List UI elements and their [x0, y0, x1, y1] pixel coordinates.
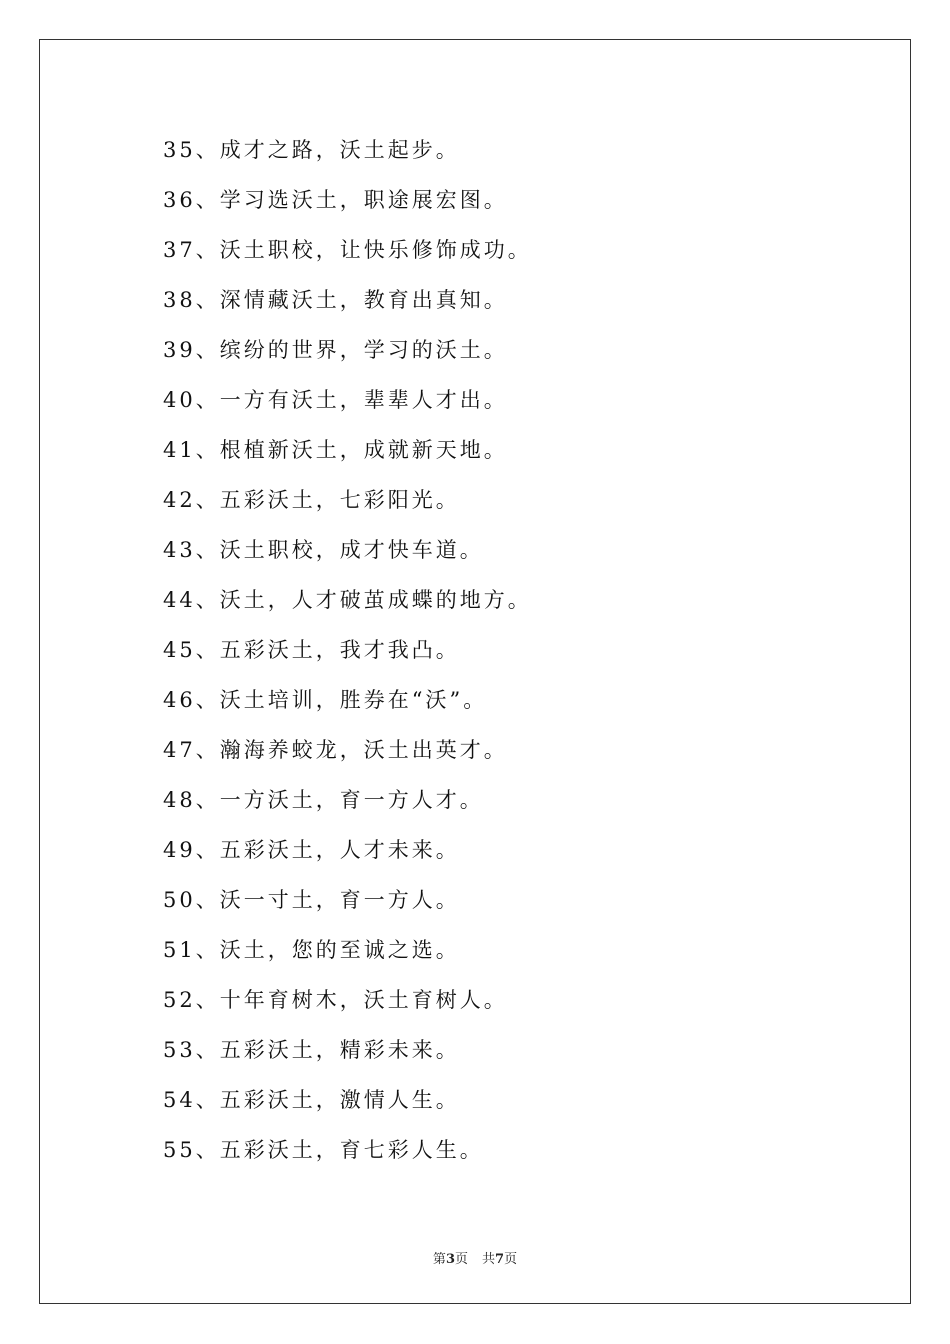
list-item: 53、五彩沃土，精彩未来。	[163, 1038, 460, 1062]
total-suffix: 页	[504, 1252, 518, 1267]
list-item: 51、沃土，您的至诚之选。	[163, 938, 460, 962]
list-item: 36、学习选沃土，职途展宏图。	[163, 188, 508, 212]
list-item: 52、十年育树木，沃土育树人。	[163, 988, 508, 1012]
list-item: 42、五彩沃土，七彩阳光。	[163, 488, 460, 512]
list-item: 43、沃土职校，成才快车道。	[163, 538, 484, 562]
total-pages: 7	[495, 1252, 505, 1267]
list-item: 39、缤纷的世界，学习的沃土。	[163, 338, 508, 362]
list-item: 41、根植新沃土，成就新天地。	[163, 438, 508, 462]
list-item: 37、沃土职校，让快乐修饰成功。	[163, 238, 532, 262]
page-prefix: 第	[432, 1252, 446, 1267]
list-item: 46、沃土培训，胜券在“沃”。	[163, 688, 488, 712]
list-item: 55、五彩沃土，育七彩人生。	[163, 1138, 484, 1162]
list-item: 49、五彩沃土，人才未来。	[163, 838, 460, 862]
list-item: 45、五彩沃土，我才我凸。	[163, 638, 460, 662]
total-prefix: 共	[482, 1252, 496, 1267]
list-item: 48、一方沃土，育一方人才。	[163, 788, 484, 812]
list-item: 38、深情藏沃土，教育出真知。	[163, 288, 508, 312]
slogan-list	[163, 133, 532, 1183]
list-item: 40、一方有沃土，辈辈人才出。	[163, 388, 508, 412]
list-item: 54、五彩沃土，激情人生。	[163, 1088, 460, 1112]
list-item: 50、沃一寸土，育一方人。	[163, 888, 460, 912]
list-item: 44、沃土，人才破茧成蝶的地方。	[163, 588, 532, 612]
page-number: 3	[445, 1252, 455, 1267]
page-footer	[0, 1248, 950, 1267]
list-item: 35、成才之路，沃土起步。	[163, 138, 460, 162]
list-item: 47、瀚海养蛟龙，沃土出英才。	[163, 738, 508, 762]
page-suffix: 页	[454, 1252, 468, 1267]
